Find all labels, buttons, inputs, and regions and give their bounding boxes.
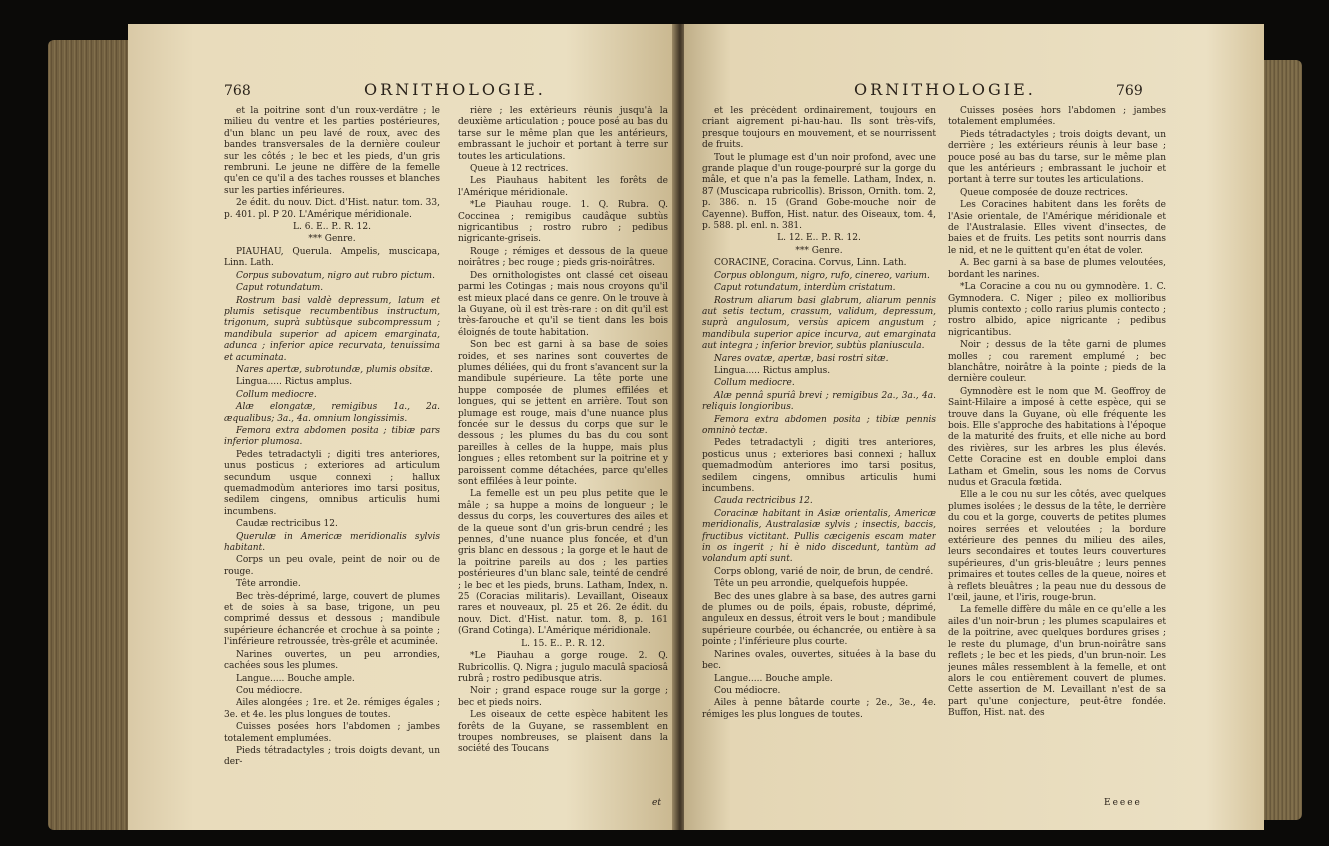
paragraph: Ailes alongées ; 1re. et 2e. rémiges égales ; 3e. et 4e. les plus longues de toutes. <box>224 698 440 720</box>
paragraph: Caput rotundatum, interdùm cristatum. <box>714 283 896 294</box>
paragraph: et la poitrine sont d'un roux-verdâtre ; le milieu du ventre et les parties postérieures, d'un blanc un peu lavé de roux, avec des bandes transversales de la dernière couleur sur les côtés ; le bec et les pieds, d'un gris rembruni. Le jeune ne diffère de la femelle qu'en ce qu'il a des taches rousses et blanches sur les parties inférieures. <box>224 106 440 196</box>
paragraph: Rostrum aliarum basi glabrum, aliarum pennis aut setis tectum, crassum, validum, depressum, suprà angulosum, versùs apicem angustum ; mandibula superior apice incurva, aut emarginata aut integra ; inferior brevior, subtùs planiuscula. <box>702 295 936 352</box>
paragraph: Corps oblong, varié de noir, de brun, de cendré. <box>714 566 934 577</box>
paragraph: *La Coracine a cou nu ou gymnodère. 1. C. Gymnodera. C. Niger ; pileo ex mollioribus plumis contexto ; collo rarius plumis contecto ; rostro albido, apice nigricante ; pedibus nigricantibus. <box>948 282 1166 338</box>
paragraph: Tête arrondie. <box>236 579 301 590</box>
paragraph: Corpus oblongum, nigro, rufo, cinereo, varium. <box>714 270 930 281</box>
page-number: 768 <box>224 83 251 99</box>
paragraph: L. 15. E.. P.. R. 12. <box>521 638 605 649</box>
paragraph: Femora extra abdomen posita ; tibiæ pennis omninò tectæ. <box>702 414 936 436</box>
paragraph: Cou médiocre. <box>714 685 781 696</box>
paragraph: Pedes tetradactyli ; digiti tres anteriores, unus posticus ; exteriores ad articulum secundum usque connexi ; hallux quemadmodùm anteriores imo tarsi positus, sedilem cingens, omnibus articulis humi incumbens. <box>224 449 440 517</box>
right-page <box>684 24 1264 830</box>
paragraph: *Le Piauhau rouge. 1. Q. Rubra. Q. Coccinea ; remigibus caudâque subtùs nigricantibus ; rostro rubro ; pedibus nigricante-griseis. <box>458 200 668 245</box>
paragraph: Pedes tetradactyli ; digiti tres anteriores, posticus unus ; exteriores basi connexi ; hallux quemadmodùm anteriores imo tarsi positus, sedilem cingens, omnibus articulis humi incumbens. <box>702 438 936 494</box>
paragraph: Rostrum basi valdè depressum, latum et plumis setisque recumbentibus instructum, trigonum, suprà subtùsque subcompressum ; mandibula superior ad apicem emarginata, adunca ; inferior apice recurvata, tenuissima et acuminata. <box>224 295 440 363</box>
text-column-2 <box>948 106 1166 796</box>
paragraph: Cauda rectricibus 12. <box>714 496 813 507</box>
book-edge-left <box>48 40 128 830</box>
text-column-1 <box>224 106 440 796</box>
paragraph: A. Bec garni à sa base de plumes veloutées, bordant les narines. <box>948 258 1166 280</box>
paragraph: *** Genre. <box>795 245 843 256</box>
paragraph: Corps un peu ovale, peint de noir ou de rouge. <box>224 555 440 577</box>
paragraph: Pieds tétradactyles ; trois doigts devant, un der- <box>224 745 440 768</box>
text-column-2 <box>458 106 668 796</box>
paragraph: Les oiseaux de cette espèce habitent les forêts de la Guyane, se rassemblent en troupes nombreuses, se plaisent dans la société des Toucans <box>458 710 668 755</box>
paragraph: Noir ; dessus de la tête garni de plumes molles ; cou rarement emplumé ; bec blanchâtre, noirâtre à la pointe ; pieds de la dernière couleur. <box>948 340 1166 385</box>
paragraph: Langue..... Bouche ample. <box>714 673 833 684</box>
paragraph: Les Piauhaus habitent les forêts de l'Amérique méridionale. <box>458 176 668 198</box>
paragraph: Alæ elongatæ, remigibus 1a., 2a. æqualibus; 3a., 4a. omnium longissimis. <box>224 402 440 424</box>
paragraph: Cuisses posées hors l'abdomen ; jambes totalement emplumées. <box>948 106 1166 128</box>
paragraph: Coracinæ habitant in Asiæ orientalis, Americæ meridionalis, Australasiæ sylvis ; insectis, baccis, fructibus victitant. Pullis cæcigenis escam mater in os ingerit ; hi è nido discedunt, tantùm ad volandum apti sunt. <box>702 508 936 565</box>
running-header: ORNITHOLOGIE. <box>854 80 1036 99</box>
paragraph: Nares ovatæ, apertæ, basi rostri sitæ. <box>714 353 889 364</box>
paragraph: Bec très-déprimé, large, couvert de plumes et de soies à sa base, trigone, un peu comprimé dessus et dessous ; mandibule supérieure échancrée et crochue à sa pointe ; l'inférieure retroussée, très-grêle et acuminée. <box>224 591 440 648</box>
paragraph: Bec des unes glabre à sa base, des autres garni de plumes ou de poils, épais, robuste, déprimé, anguleux en dessus, étroit vers le bout ; mandibule supérieure courbée, ou échancrée, ou entière à sa pointe ; l'inférieure plus courte. <box>702 591 936 648</box>
paragraph: *** Genre. <box>308 234 356 245</box>
paragraph: Gymnodère est le nom que M. Geoffroy de Saint-Hilaire a imposé à cette espèce, qui se trouve dans la Guyane, où elle fréquente les bois. Elle s'approche des habitations à l'époque de la maturité des fruits, et elle niche au bord des rivières, sur les arbres les plus élevés. Cette Coracine est en double emploi dans Latham et Gmelin, sous les noms de Corvus nudus et Gracula fœtida. <box>948 386 1166 488</box>
left-page <box>128 24 676 830</box>
paragraph: L. 12. E.. P.. R. 12. <box>777 233 861 244</box>
catchword: et <box>652 798 661 808</box>
signature-mark: Eeeee <box>1104 798 1142 808</box>
paragraph: *Le Piauhau a gorge rouge. 2. Q. Rubricollis. Q. Nigra ; jugulo maculâ spaciosâ rubrâ ; rostro pedibusque atris. <box>458 651 668 684</box>
paragraph: Narines ovales, ouvertes, situées à la base du bec. <box>702 649 936 672</box>
text-column-1 <box>702 106 936 796</box>
book-edge-right <box>1262 60 1302 820</box>
paragraph: Ailes à penne bâtarde courte ; 2e., 3e., 4e. rémiges les plus longues de toutes. <box>702 698 936 720</box>
paragraph: Querulæ in Americæ meridionalis sylvis habitant. <box>224 531 440 554</box>
page-number: 769 <box>1116 83 1143 99</box>
paragraph: Lingua..... Rictus amplus. <box>714 365 831 376</box>
paragraph: L. 6. E.. P.. R. 12. <box>293 222 371 233</box>
paragraph: 2e édit. du nouv. Dict. d'Hist. natur. tom. 33, p. 401. pl. P 20. L'Amérique méridionale. <box>224 198 440 220</box>
paragraph: Caudæ rectricibus 12. <box>236 519 338 530</box>
paragraph: Queue composée de douze rectrices. <box>960 187 1128 198</box>
paragraph: Des ornithologistes ont classé cet oiseau parmi les Cotingas ; mais nous croyons qu'il est mieux placé dans ce genre. On le trouve à la Guyane, où il est très-rare : on dit qu'il est très-farouche et qu'il se tient dans les bois éloignés de toute habitation. <box>458 270 668 338</box>
paragraph: Les Coracines habitent dans les forêts de l'Asie orientale, de l'Amérique méridionale et de l'Australasie. Elles vivent d'insectes, de baies et de fruits. Les petits sont nourris dans le nid, et ne le quittent qu'en état de voler. <box>948 200 1166 256</box>
paragraph: Cou médiocre. <box>236 685 303 696</box>
paragraph: Collum mediocre. <box>714 378 795 389</box>
paragraph: Collum mediocre. <box>236 389 317 400</box>
paragraph: Cuisses posées hors l'abdomen ; jambes totalement emplumées. <box>224 722 440 744</box>
paragraph: PIAUHAU, Querula. Ampelis, muscicapa, Linn. Lath. <box>224 246 440 269</box>
paragraph: Pieds tétradactyles ; trois doigts devant, un derrière ; les extérieurs réunis à leur base ; pouce posé au bas du tarse, sur le même plan que les antérieurs ; embrassant le juchoir et portant à terre sur toutes les articulations. <box>948 129 1166 186</box>
paragraph: Elle a le cou nu sur les côtés, avec quelques plumes isolées ; le dessus de la tête, le derrière du cou et la gorge, couverts de petites plumes noires serrées et veloutées ; la bordure extérieure des pennes du milieu des ailes, leurs secondaires et toutes leurs couvertures supérieures, d'un gris-bleuâtre ; leurs pennes primaires et toutes celles de la queue, noires et à reflets bleuâtres ; la peau nue du dessous de l'œil, jaune, et l'iris, rouge-brun. <box>948 490 1166 604</box>
paragraph: Narines ouvertes, un peu arrondies, cachées sous les plumes. <box>224 649 440 672</box>
paragraph: Alæ pennâ spuriâ brevi ; remigibus 2a., 3a., 4a. reliquis longioribus. <box>702 390 936 413</box>
paragraph: Langue..... Bouche ample. <box>236 673 355 684</box>
paragraph: Femora extra abdomen posita ; tibiæ pars inferior plumosa. <box>224 425 440 448</box>
paragraph: et les précèdent ordinairement, toujours en criant aigrement pi-hau-hau. Ils sont très-vifs, presque toujours en mouvement, et se nourrissent de fruits. <box>702 106 936 151</box>
paragraph: Tout le plumage est d'un noir profond, avec une grande plaque d'un rouge-pourpré sur la gorge du mâle, et que n'a pas la femelle. Latham, Index, n. 87 (Muscicapa rubricollis). Brisson, Ornith. tom. 2, p. 386. n. 15 (Grand Gobe-mouche noir de Cayenne). Buffon, Hist. natur. des Oiseaux, tom. 4, p. 588. pl. enl. n. 381. <box>702 152 936 232</box>
paragraph: La femelle diffère du mâle en ce qu'elle a les ailes d'un noir-brun ; les plumes scapulaires et de la poitrine, avec quelques bordures grises ; le reste du plumage, d'un brun-noirâtre sans reflets ; le bec et les pieds, d'un brun-noir. Les jeunes mâles ressemblent à la femelle, et ont alors le cou entièrement couvert de plumes. Cette assertion de M. Levaillant n'est de sa part qu'une conjecture, peut-être fondée. Buffon, Hist. nat. des <box>948 605 1166 719</box>
paragraph: Tête un peu arrondie, quelquefois huppée. <box>714 579 909 590</box>
paragraph: La femelle est un peu plus petite que le mâle ; sa huppe a moins de longueur ; le dessus du corps, les couvertures des ailes et de la queue sont d'un gris-brun cendré ; les pennes, d'une nuance plus foncée, et d'un gris blanc en dessous ; la gorge et le haut de la poitrine pareils au dos ; les parties postérieures d'un blanc sale, teinté de cendré ; le bec et les pieds, bruns. Latham, Index, n. 25 (Coracias militaris). Levaillant, Oiseaux rares et nouveaux, pl. 25 et 26. 2e édit. du nouv. Dict. d'Hist. natur. tom. 8, p. 161 (Grand Cotinga). L'Amérique méridionale. <box>458 489 668 637</box>
paragraph: Caput rotundatum. <box>236 283 324 294</box>
paragraph: Corpus subovatum, nigro aut rubro pictum. <box>236 270 435 281</box>
paragraph: rière ; les extérieurs réunis jusqu'à la deuxième articulation ; pouce posé au bas du tarse sur le même plan que les antérieurs, embrassant le juchoir et portant à terre sur toutes les articulations. <box>458 106 668 162</box>
paragraph: Noir ; grand espace rouge sur la gorge ; bec et pieds noirs. <box>458 686 668 708</box>
paragraph: Son bec est garni à sa base de soies roides, et ses narines sont couvertes de plumes déliées, qui du front s'avancent sur la mandibule supérieure. La tête porte une huppe composée de plumes effilées et longues, qui se jettent en arrière. Tout son plumage est rouge, mais d'une nuance plus foncée sur le dessus du corps que sur le dessous ; les plumes du bas du cou sont pareilles à celles de la huppe, mais plus longues ; elles retombent sur la poitrine et y paroissent comme détachées, parce qu'elles sont effilées à leur pointe. <box>458 340 668 487</box>
paragraph: Rouge ; rémiges et dessous de la queue noirâtres ; bec rouge ; pieds gris-noirâtres. <box>458 246 668 269</box>
running-header: ORNITHOLOGIE. <box>364 80 546 99</box>
paragraph: Queue à 12 rectrices. <box>470 164 569 175</box>
paragraph: Lingua..... Rictus amplus. <box>236 377 353 388</box>
paragraph: Nares apertæ, subrotundæ, plumis obsitæ. <box>236 364 433 375</box>
paragraph: CORACINE, Coracina. Corvus, Linn. Lath. <box>714 258 907 269</box>
